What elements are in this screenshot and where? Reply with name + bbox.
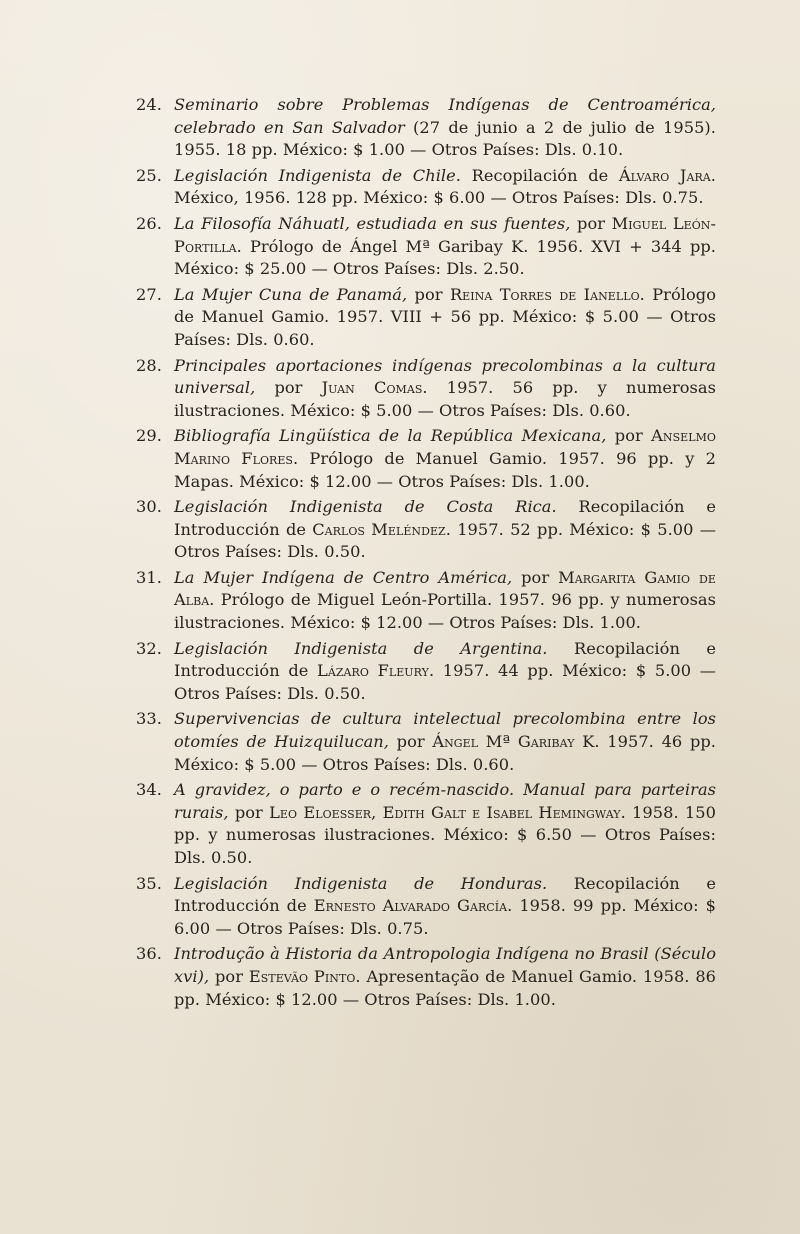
entry-author-prefix: por: [209, 966, 249, 986]
entry-details: . Prólogo de Manuel Gamio. 1957. 96 pp. y 2 Mapas. México: $ 12.00 — Otros Países: Dls. 1.00.: [174, 448, 716, 491]
entry-author: Juan Comas: [321, 378, 423, 398]
entry-details: . México, 1956. 128 pp. México: $ 6.00 — Otros Países: Dls. 0.75.: [174, 165, 716, 208]
entry-details: 1957. 46 pp. México: $ 5.00 — Otros Países: Dls. 0.60.: [174, 732, 716, 774]
entry-details: . Apresentação de Manuel Gamio. 1958. 86 pp. México: $ 12.00 — Otros Países: Dls. 1.00.: [174, 966, 717, 1009]
entry-title: Supervivencias de cultura intelectual precolombina entre los otomíes de Huizquilucan,: [174, 709, 716, 752]
entry-author-prefix: Recopilación de: [460, 165, 619, 185]
entry-number: 25.: [136, 165, 162, 185]
entry-title: Principales aportaciones indígenas precolombinas a la cultura universal,: [174, 355, 716, 398]
entry-number: 33.: [136, 709, 162, 729]
entry-author: Miguel León-Portilla: [174, 213, 716, 256]
list-item: [136, 213, 716, 281]
list-item: [136, 284, 716, 352]
entry-author-prefix: por: [407, 284, 450, 304]
entry-title: Legislación Indigenista de Argentina.: [174, 638, 548, 658]
list-item: [136, 165, 716, 210]
entry-author-prefix: por: [388, 732, 433, 752]
entry-title: Legislación Indigenista de Costa Rica.: [174, 497, 557, 517]
entry-author-prefix: Recopilación e Introducción de: [174, 873, 716, 916]
entry-title: La Mujer Cuna de Panamá,: [174, 284, 408, 304]
list-item: [136, 94, 716, 162]
entry-author-prefix: por: [570, 213, 612, 233]
list-item: [136, 496, 716, 564]
list-item: [136, 708, 716, 776]
entry-author: Lázaro Fleury: [317, 661, 429, 681]
list-item: [136, 355, 716, 423]
entry-details: . 1957. 44 pp. México: $ 5.00 — Otros Países: Dls. 0.50.: [174, 661, 716, 703]
entry-author: Margarita Gamio de Alba: [174, 567, 716, 610]
entry-details: . Prólogo de Ángel Mª Garibay K. 1956. XVI + 344 pp. México: $ 25.00 — Otros Países: Dls. 2.50.: [174, 236, 716, 279]
entry-title: Introdução à Historia da Antropologia Indígena no Brasil (Século xvi),: [174, 944, 716, 986]
entry-author: Estevão Pinto: [248, 966, 356, 986]
entry-author-prefix: por: [512, 567, 559, 587]
entry-number: 36.: [136, 944, 162, 964]
entry-title: A gravidez, o parto e o recém-nascido. Manual para parteiras rurais,: [174, 780, 716, 822]
entry-author: Ángel Mª Garibay K.: [432, 732, 600, 752]
entry-number: 30.: [136, 497, 162, 517]
entry-title: La Filosofía Náhuatl, estudiada en sus fuentes,: [174, 213, 571, 233]
entry-details: . 1958. 150 pp. y numerosas ilustraciones. México: $ 6.50 — Otros Países: Dls. 0.50.: [174, 802, 716, 867]
entry-title: Seminario sobre Problemas Indígenas de Centroamérica, celebrado en San Salvador: [174, 95, 716, 137]
list-item: [136, 943, 716, 1011]
entry-title: Legislación Indigenista de Honduras.: [174, 873, 548, 893]
entry-details: . 1957. 56 pp. y numerosas ilustraciones. México: $ 5.00 — Otros Países: Dls. 0.60.: [174, 378, 716, 420]
entry-details: . 1957. 52 pp. México: $ 5.00 — Otros Países: Dls. 0.50.: [174, 519, 717, 562]
entry-author: Anselmo Marino Flores: [174, 426, 716, 468]
entry-number: 29.: [136, 426, 162, 446]
entry-number: 32.: [136, 638, 162, 658]
entry-number: 26.: [136, 213, 162, 233]
entry-author: Reina Torres de Ianello: [449, 284, 640, 304]
entry-author-prefix: por: [228, 802, 270, 822]
entry-number: 28.: [136, 355, 162, 375]
list-item: [136, 873, 716, 941]
entry-number: 35.: [136, 873, 162, 893]
entry-title: Bibliografía Lingüística de la República Mexicana,: [174, 426, 607, 446]
entry-number: 34.: [136, 780, 162, 800]
entry-title: La Mujer Indígena de Centro América,: [174, 567, 513, 587]
entry-number: 31.: [136, 567, 162, 587]
list-item: [136, 638, 716, 706]
entry-author-prefix: Recopilación e Introducción de: [174, 638, 717, 681]
entry-details: (27 de junio a 2 de julio de 1955). 1955. 18 pp. México: $ 1.00 — Otros Países: Dls. 0.10.: [174, 117, 716, 160]
list-item: [136, 567, 716, 635]
entry-details: . 1958. 99 pp. México: $ 6.00 — Otros Países: Dls. 0.75.: [174, 896, 717, 938]
entry-author: Ernesto Alvarado García: [313, 896, 508, 916]
publication-list: [136, 94, 716, 1014]
list-item: [136, 779, 716, 869]
entry-author-prefix: por: [255, 378, 322, 398]
list-item: [136, 425, 716, 493]
entry-author: Carlos Meléndez: [312, 519, 446, 539]
entry-number: 27.: [136, 284, 162, 304]
entry-details: . Prólogo de Miguel León-Portilla. 1957. 96 pp. y numerosas ilustraciones. México: $ 12.00 — Otros Países: Dls. 1.00.: [174, 590, 716, 633]
entry-number: 24.: [136, 95, 162, 114]
entry-author: Álvaro Jara: [618, 165, 711, 185]
entry-title: Legislación Indigenista de Chile.: [174, 165, 461, 185]
entry-author: Leo Eloesser, Edith Galt e Isabel Hemingway: [269, 802, 621, 822]
entry-author-prefix: Recopilación e Introducción de: [174, 497, 716, 539]
entry-author-prefix: por: [606, 426, 652, 446]
entry-details: . Prólogo de Manuel Gamio. 1957. VIII + 56 pp. México: $ 5.00 — Otros Países: Dls. 0.60.: [174, 284, 716, 349]
